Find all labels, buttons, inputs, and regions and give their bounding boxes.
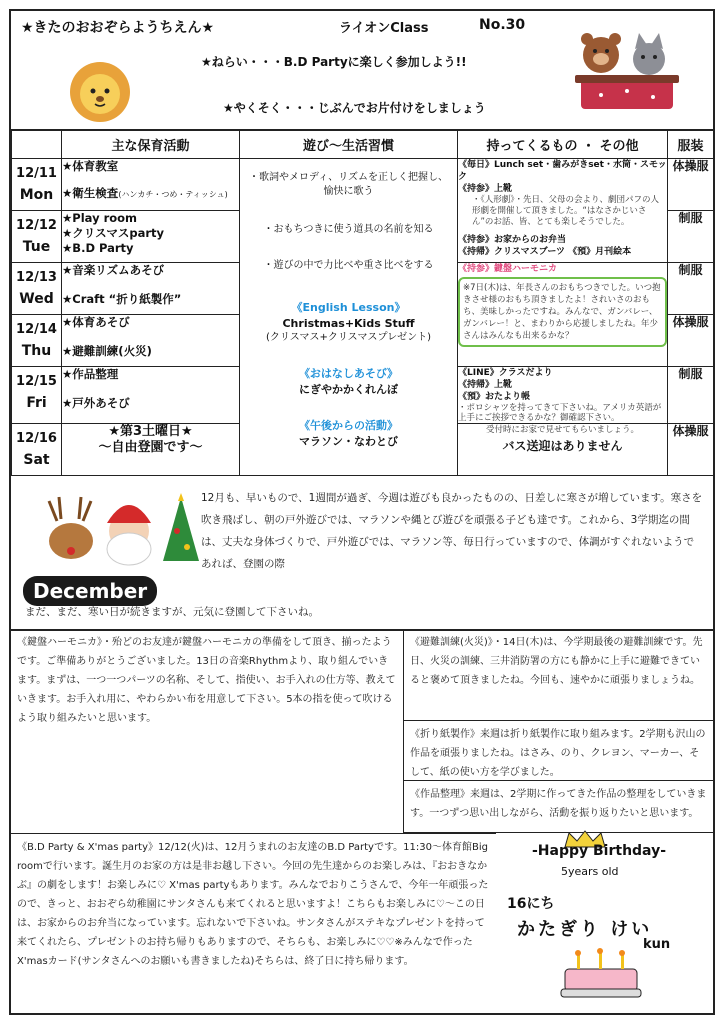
birthday-date: 16にち bbox=[507, 896, 555, 912]
main-activity-column-header: 主な保育活動 bbox=[62, 130, 240, 159]
english-lesson-sub: (クリスマス+クリスマスプレゼント) bbox=[266, 332, 431, 343]
date-cell: 12/12 Tue bbox=[12, 211, 62, 263]
santa-reindeer-tree-illustration-icon bbox=[31, 491, 201, 576]
activity-cell: ★体育教室 ★衛生検査(ハンカチ・つめ・ティッシュ) bbox=[62, 159, 240, 211]
birthday-child-name: かたぎり けい bbox=[517, 919, 653, 940]
newsletter-page bbox=[9, 9, 715, 1015]
date-cell: 12/16 Sat bbox=[12, 424, 62, 476]
birthday-card bbox=[501, 829, 707, 1009]
uniform-cell: 体操服 bbox=[668, 424, 714, 476]
date-cell: 12/11 Mon bbox=[12, 159, 62, 211]
english-lesson-title: 《English Lesson》 bbox=[291, 301, 406, 314]
activity-cell: ★音楽リズムあそび ★Craft “折り紙製作” bbox=[62, 263, 240, 315]
artwork-organizing-notice: 《作品整理》来週は、2学期に作ってきた作品の整理をしていきます。一つずつ思い出しながら、活動を振り返りたいと思います。 bbox=[404, 781, 713, 833]
bear-cat-kotatsu-illustration-icon bbox=[571, 29, 683, 121]
activity-cell: ★体育あそび ★避難訓練(火災) bbox=[62, 315, 240, 367]
december-title: December bbox=[23, 576, 157, 606]
bring-cell-sat: 受付時にお家で見せてもらいましょう。 バス送迎はありません bbox=[458, 424, 668, 476]
play-column-header: 遊び～生活習慣 bbox=[240, 130, 458, 159]
birthday-cake-icon bbox=[551, 947, 651, 999]
english-lesson-body: Christmas+Kids Stuff bbox=[282, 317, 415, 330]
birthday-christmas-party-notice: 《B.D Party & X'mas party》12/12(火)は、12月うまれのお友達のB.D Partyです。11:30～体育館Big roomで行います。誕生月のお家の方は是非お越し下さい。今回の先生達からのお楽しみは、『おおきなかぶ』の劇をします！お楽しみに♡ X'mas partyもあります。みんなでおりこうさんで、今年一年頑張ったので、きっと、おおぞら幼稚園にサンタさんも来てくれると思いますよ！こちらもお楽しみに♡～この日は、お家からのお弁当になっています。忘れないで下さいね。サンタさんがステキなプレゼントを持って来てくれたら、プレゼントのお持ち帰りもありますので、そちらも、お楽しみに♡♡※みんなで作ったX'masカード(サンタさんへのお願いも書きましたね)そちらは、終了日に持ち帰ります。 bbox=[11, 833, 496, 1013]
afternoon-activity-title: 《午後からの活動》 bbox=[299, 419, 398, 432]
weekly-aim: ★ねらい・・・B.D Partyに楽しく参加しよう!! bbox=[201, 55, 467, 69]
school-name: ★きたのおおぞらようちえん★ bbox=[21, 20, 215, 36]
activity-cell: ★Play room ★クリスマスparty ★B.D Party bbox=[62, 211, 240, 263]
birthday-age: 5years old bbox=[561, 865, 619, 878]
uniform-column-header: 服装 bbox=[668, 130, 714, 159]
afternoon-activity-body: マラソン・なわとび bbox=[299, 435, 398, 448]
december-section bbox=[11, 481, 713, 631]
schedule-row-mon bbox=[12, 159, 714, 211]
birthday-name-suffix: kun bbox=[643, 937, 671, 952]
uniform-cell: 体操服 bbox=[668, 159, 714, 211]
polo-shirt-note: ・ポロシャツを持ってきて下さいね。アメリカ英語が上手にご挨拶できるかな？御確認下さい。 bbox=[458, 403, 662, 423]
play-goal-1: ・歌詞やメロディ、リズムを正しく把握し、 bbox=[249, 172, 448, 183]
activity-cell: ★作品整理 ★戸外あそび bbox=[62, 367, 240, 424]
december-message: 12月も、早いもので、1週間が過ぎ、今週は遊びも良かったものの、日差しに寒さが増しています。寒さを吹き飛ばし、朝の戸外遊びでは、マラソンや縄とび遊びを頑張る子ども達です。これから、3学期迄の間は、丈夫な身体づくりで、戸外遊びでは、マラソン等、毎日行っていますので、体調がすぐれないようであれば、登園の際 bbox=[201, 492, 703, 570]
bring-cell-wed-thu bbox=[458, 263, 668, 367]
activity-cell: ★第3土曜日★ ～自由登園です～ bbox=[62, 424, 240, 476]
play-goal-2: ・おもちつきに使う道具の名前を知る bbox=[263, 224, 434, 235]
fire-drill-notice: 《避難訓練(火災)》・14日(木)は、今学期最後の避難訓練です。先日、火災の訓練、三井消防署の方にも静かに上手に避難できていると褒めて頂きましたね。今回も、速やかに頑張りましょうね。 bbox=[404, 629, 713, 721]
story-play-title: 《おはなしあそび》 bbox=[298, 367, 399, 380]
uniform-cell: 体操服 bbox=[668, 315, 714, 367]
bring-cell-mon-tue: 《毎日》Lunch set・歯みがきset・水筒・スモック 《持参》上靴 ・《人形劇》・先日、父母の会より、劇団パフの人形劇を開催して頂きました。“はなさかじいさん”のお話、皆、とても楽しそうでした。 《持参》お家からのお弁当 《持帰》クリスマスブーツ 《預》月刊絵本 bbox=[458, 159, 668, 263]
date-cell: 12/15 Fri bbox=[12, 367, 62, 424]
play-habits-cell bbox=[240, 159, 458, 476]
play-goal-1b: 愉快に歌う bbox=[323, 186, 374, 197]
class-name: ライオンClass bbox=[339, 21, 429, 36]
puppet-show-note: ・《人形劇》・先日、父母の会より、劇団パフの人形劇を開催して頂きました。“はなさかじいさん”のお話、皆、とても楽しそうでした。 bbox=[472, 195, 660, 227]
schedule-header-row bbox=[12, 130, 714, 159]
no-bus-notice: バス送迎はありません bbox=[502, 439, 623, 453]
keyboard-harmonica-item: 《持参》鍵盤ハーモニカ bbox=[458, 264, 558, 274]
december-message-closing: まだ、まだ、寒い日が続きますが、元気に登園して下さいね。 bbox=[25, 606, 319, 618]
play-goal-3: ・遊びの中で力比べや重さ比べをする bbox=[263, 260, 434, 271]
uniform-cell: 制服 bbox=[668, 263, 714, 315]
lion-illustration-icon bbox=[69, 61, 131, 123]
bring-cell-fri: 《LINE》クラスだより 《持帰》上靴 《預》おたより帳 ・ポロシャツを持ってきて下さいね。アメリカ英語が上手にご挨拶できるかな？御確認下さい。 bbox=[458, 367, 668, 424]
newsletter-header bbox=[11, 11, 713, 131]
uniform-cell: 制服 bbox=[668, 367, 714, 424]
story-play-body: にぎやかかくれんぼ bbox=[299, 383, 398, 396]
origami-craft-notice: 《折り紙製作》来週は折り紙製作に取り組みます。2学期も沢山の作品を頑張りましたね。はさみ、のり、クレヨン、マーカー、そして、紙の使い方を学びました。 bbox=[404, 721, 713, 781]
weekly-promise: ★やくそく・・・じぶんでお片付けをしましょう bbox=[223, 101, 486, 115]
weekly-schedule-table bbox=[11, 129, 714, 476]
happy-birthday-banner: -Happy Birthday- bbox=[531, 843, 667, 859]
date-cell: 12/13 Wed bbox=[12, 263, 62, 315]
date-cell: 12/14 Thu bbox=[12, 315, 62, 367]
issue-number: No.30 bbox=[479, 17, 526, 33]
bring-column-header: 持ってくるもの ・ その他 bbox=[458, 130, 668, 159]
date-column-header bbox=[12, 130, 62, 159]
keyboard-harmonica-notice: 《鍵盤ハーモニカ》・殆どのお友達が鍵盤ハーモニカの準備をして頂き、揃ったようです。ご準備ありがとうございました。13日の音楽Rhythmより、取り組んでいきます。まずは、一つ一つパーツの名称、そして、指使い、お手入れの仕方等、教えていきます。お手入れ用に、やわらかい布を用意して下さい。5本の指を使って吹けるよう取り組みたいと思います。 bbox=[11, 629, 404, 833]
uniform-cell: 制服 bbox=[668, 211, 714, 263]
mochi-pounding-note: ※7日(木)は、年長さんのおもちつきでした。いつ抱きさせ様のおもち頂きましたよ！されいさのおもち、美味しかったですね。みんなで、ガンバレー、ガンバレー！と、まわりから応援しましたね。年少さんはみんなも出来るかな？ bbox=[458, 277, 667, 347]
